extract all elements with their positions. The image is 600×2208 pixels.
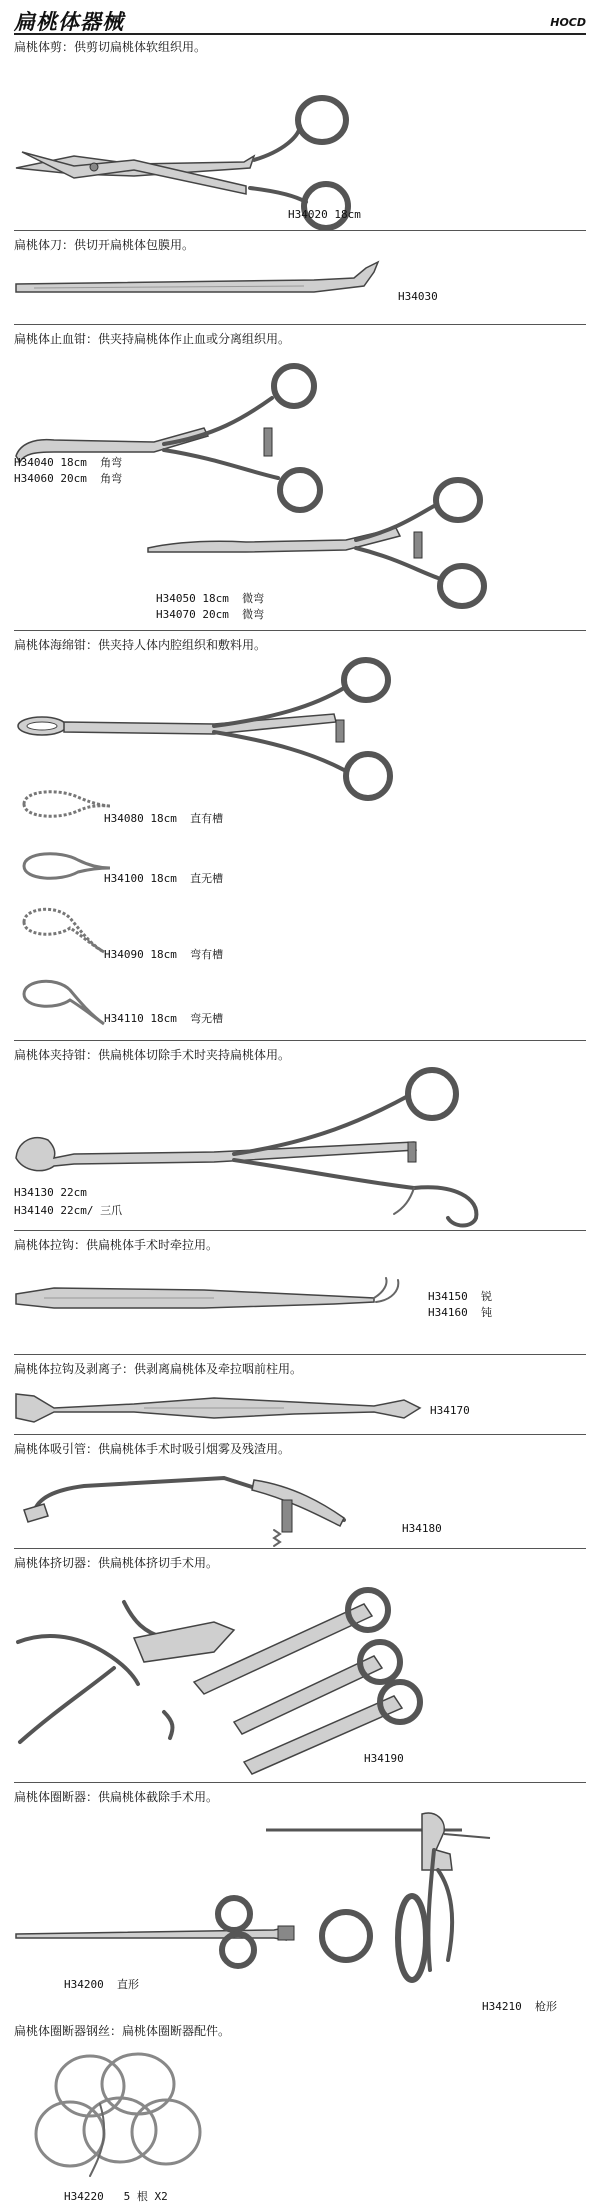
product-code: H34040 18cm 角弯 (14, 456, 123, 469)
product-code: H34020 18cm (288, 208, 361, 221)
product-code: H34030 (398, 290, 438, 303)
brand-logo: HOCD (550, 16, 586, 29)
product-code: H34210 枪形 (482, 2000, 557, 2013)
product-code: H34130 22cm (14, 1186, 87, 1199)
product-code: H34050 18cm 微弯 (156, 592, 265, 605)
section-tonsil-guillotine (0, 1552, 600, 1782)
product-code: H34190 (364, 1752, 404, 1765)
product-code: H34110 18cm 弯无槽 (104, 1012, 224, 1025)
snare-pistol-image (262, 1810, 512, 1990)
section-title: 扁桃体夹持钳：供扁桃体切除手术时夹持扁桃体用。 (14, 1048, 291, 1062)
section-title: 扁桃体止血钳：供夹持扁桃体作止血或分离组织用。 (14, 332, 291, 346)
product-code: H34140 22cm/ 三爪 (14, 1204, 123, 1217)
section-snare-wire (0, 2022, 600, 2208)
section-title: 扁桃体圈断器：供扁桃体截除手术用。 (14, 1790, 219, 1804)
section-grasping-forceps (0, 1044, 600, 1230)
section-tonsil-retractor (0, 1234, 600, 1354)
section-divider (14, 1230, 586, 1231)
product-code: H34200 直形 (64, 1978, 139, 1991)
section-divider (14, 1548, 586, 1549)
section-tonsil-snare (0, 1786, 600, 2022)
product-code: H34080 18cm 直有槽 (104, 812, 224, 825)
product-code: H34220 5 根 X2 (64, 2190, 168, 2203)
section-title: 扁桃体刀：供切开扁桃体包膜用。 (14, 238, 195, 252)
section-title: 扁桃体拉钩：供扁桃体手术时牵拉用。 (14, 1238, 219, 1252)
section-divider (14, 1040, 586, 1041)
section-title: 扁桃体挤切器：供扁桃体挤切手术用。 (14, 1556, 219, 1570)
section-retractor-dissector (0, 1358, 600, 1434)
section-divider (14, 230, 586, 231)
product-code: H34180 (402, 1522, 442, 1535)
product-code: H34160 钝 (428, 1306, 492, 1319)
section-divider (14, 1354, 586, 1355)
product-code: H34070 20cm 微弯 (156, 608, 265, 621)
section-title: 扁桃体拉钩及剥离子：供剥离扁桃体及牵拉咽前柱用。 (14, 1362, 303, 1376)
product-code: H34100 18cm 直无槽 (104, 872, 224, 885)
sponge-forceps-tips-image (20, 784, 110, 1034)
product-code: H34150 锐 (428, 1290, 492, 1303)
tonsil-scissors-image (14, 56, 354, 216)
section-divider (14, 1782, 586, 1783)
section-tonsil-hemostat (0, 328, 600, 630)
product-code: H34060 20cm 角弯 (14, 472, 123, 485)
section-suction-tube (0, 1438, 600, 1548)
page-header (0, 0, 600, 40)
section-title: 扁桃体吸引管：供扁桃体手术时吸引烟雾及残渣用。 (14, 1442, 291, 1456)
product-code: H34090 18cm 弯有槽 (104, 948, 224, 961)
suction-tube-image (14, 1460, 374, 1550)
tonsil-guillotine-image (14, 1572, 454, 1762)
section-divider (14, 630, 586, 631)
section-tonsil-scissors (0, 36, 600, 230)
snare-wire-image (30, 2046, 210, 2186)
section-title: 扁桃体剪：供剪切扁桃体软组织用。 (14, 40, 207, 54)
product-code: H34170 (430, 1404, 470, 1417)
section-divider (14, 324, 586, 325)
section-tonsil-knife (0, 234, 600, 324)
section-title: 扁桃体圈断器钢丝：扁桃体圈断器配件。 (14, 2024, 231, 2038)
section-divider (14, 1434, 586, 1435)
header-divider (14, 33, 586, 35)
retractor-dissector-image (14, 1388, 424, 1428)
section-title: 扁桃体海绵钳：供夹持人体内腔组织和敷料用。 (14, 638, 267, 652)
page-title: 扁桃体器械 (14, 10, 124, 34)
tonsil-knife-image (14, 260, 394, 310)
hemostat-curved-image (146, 478, 476, 608)
section-sponge-forceps (0, 634, 600, 1040)
tonsil-retractor-image (14, 1274, 414, 1324)
